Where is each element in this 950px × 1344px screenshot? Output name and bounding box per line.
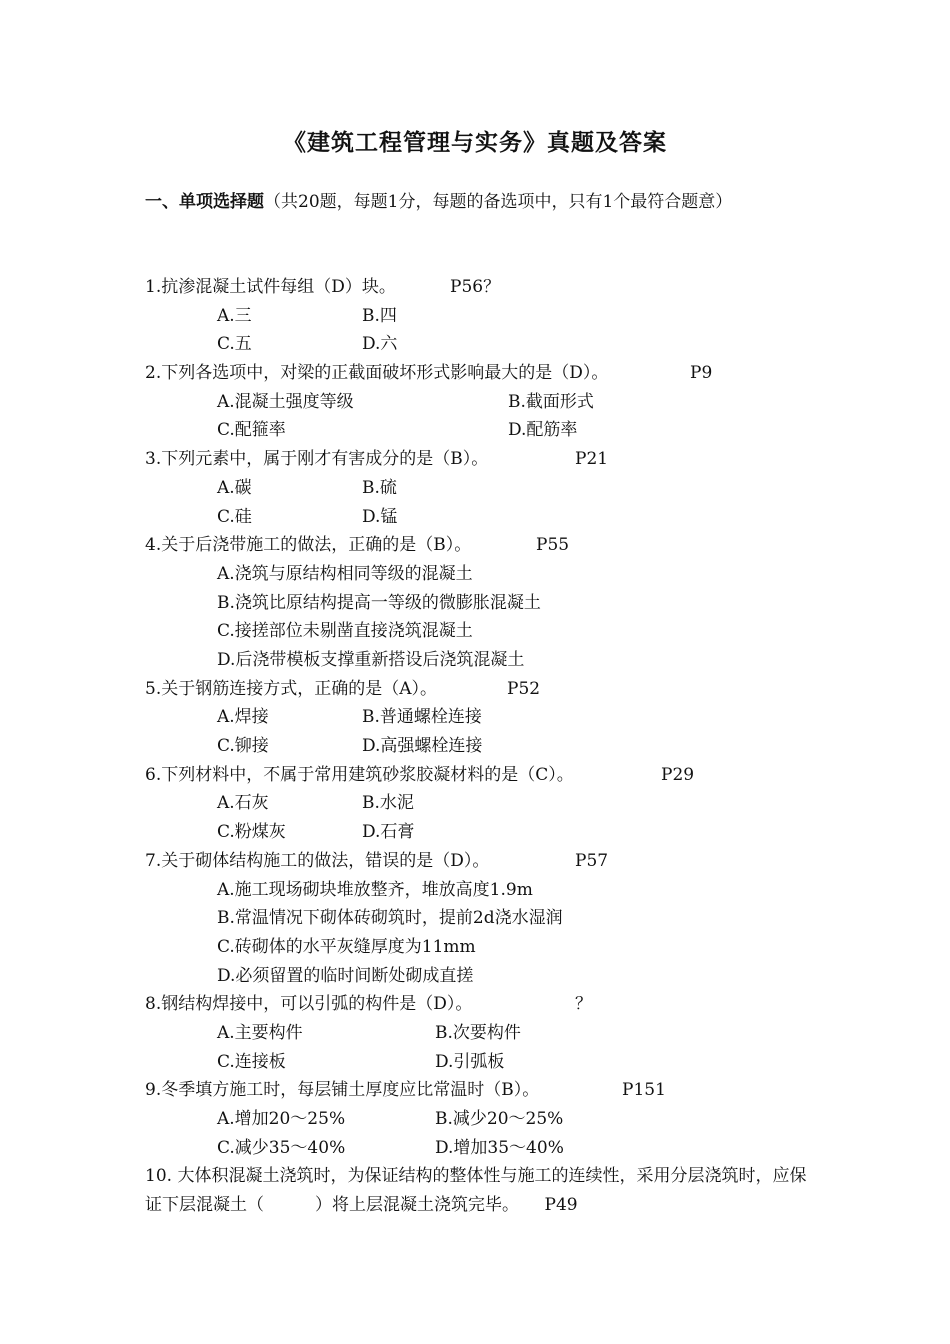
option-row [145, 416, 810, 445]
option-c: C.接搓部位未剔凿直接浇筑混凝土 [217, 621, 473, 642]
option-b: B.水泥 [362, 793, 414, 814]
option-row [145, 732, 810, 761]
question-stem: 7.关于砌体结构施工的做法，错误的是（D）。 [145, 850, 490, 871]
page-ref: P151 [622, 1080, 666, 1101]
option-a: A.焊接 [217, 707, 269, 728]
option-row [145, 330, 810, 359]
option-row [145, 818, 810, 847]
question-2 [145, 359, 810, 388]
option-b: B.四 [362, 305, 397, 326]
option-row [145, 503, 810, 532]
page-ref: P52 [507, 678, 541, 699]
option-row [145, 962, 810, 991]
option-row [145, 617, 810, 646]
option-d: D.石膏 [362, 822, 415, 843]
page-ref: P57 [575, 850, 609, 871]
option-row [145, 560, 810, 589]
option-a: A.三 [217, 305, 252, 326]
section-heading-label: 一、单项选择题 [145, 192, 264, 212]
question-6 [145, 761, 810, 790]
question-stem: 2.下列各选项中，对梁的正截面破坏形式影响最大的是（D）。 [145, 363, 609, 384]
option-b: B.常温情况下砌体砖砌筑时，提前2d浇水湿润 [217, 908, 563, 929]
question-stem: 3.下列元素中，属于刚才有害成分的是（B）。 [145, 449, 489, 470]
question-4 [145, 531, 810, 560]
question-stem: 8.钢结构焊接中，可以引弧的构件是（D）。 [145, 994, 473, 1015]
section-note: （共20题，每题1分，每题的备选项中，只有1个最符合题意） [264, 192, 733, 212]
document-title: 《建筑工程管理与实务》真题及答案 [283, 129, 667, 156]
option-row [145, 388, 810, 417]
option-row [145, 474, 810, 503]
option-d: D.后浇带模板支撑重新搭设后浇筑混凝土 [217, 650, 525, 670]
option-a: A.石灰 [217, 793, 269, 814]
option-row [145, 646, 810, 675]
option-c: C.硅 [217, 506, 252, 527]
option-a: A.施工现场砌块堆放整齐，堆放高度1.9m [217, 879, 533, 900]
option-row [145, 1134, 810, 1163]
section-heading [145, 188, 805, 217]
page-ref: P56？ [450, 277, 501, 297]
question-1 [145, 273, 810, 302]
option-row [145, 789, 810, 818]
option-d: D.增加35～40% [435, 1137, 564, 1158]
question-list [145, 273, 810, 1220]
option-row [145, 302, 810, 331]
question-stem: 10. 大体积混凝土浇筑时，为保证结构的整体性与施工的连续性，采用分层浇筑时，应保证下层混凝土（ ）将上层混凝土浇筑完毕。 [145, 1166, 807, 1216]
question-7 [145, 847, 810, 876]
option-b: B.浇筑比原结构提高一等级的微膨胀混凝土 [217, 592, 541, 613]
option-b: B.普通螺栓连接 [362, 707, 482, 728]
option-d: D.高强螺栓连接 [362, 736, 483, 757]
option-c: C.连接板 [217, 1051, 286, 1072]
option-b: B.减少20～25% [435, 1109, 564, 1130]
option-c: C.五 [217, 334, 252, 355]
question-10 [145, 1162, 810, 1219]
option-c: C.粉煤灰 [217, 822, 286, 843]
option-b: B.硫 [362, 477, 397, 498]
option-a: A.主要构件 [217, 1023, 303, 1043]
question-stem: 9.冬季填方施工时，每层铺土厚度应比常温时（B）。 [145, 1080, 540, 1101]
page-ref: ？ [575, 994, 592, 1015]
option-d: D.必须留置的临时间断处砌成直搓 [217, 965, 474, 986]
question-stem: 4.关于后浇带施工的做法，正确的是（B）。 [145, 535, 472, 556]
question-9 [145, 1076, 810, 1105]
option-row [145, 1019, 810, 1048]
option-a: A.浇筑与原结构相同等级的混凝土 [217, 563, 473, 584]
page-ref: P29 [661, 764, 695, 785]
option-b: B.次要构件 [435, 1023, 521, 1043]
option-row [145, 1105, 810, 1134]
option-row [145, 1048, 810, 1077]
question-stem: 5.关于钢筋连接方式，正确的是（A）。 [145, 678, 437, 699]
option-d: D.引弧板 [435, 1051, 505, 1072]
option-d: D.六 [362, 334, 398, 355]
option-d: D.锰 [362, 506, 398, 527]
option-c: C.砖砌体的水平灰缝厚度为11mm [217, 936, 476, 957]
question-3 [145, 445, 810, 474]
option-row [145, 703, 810, 732]
option-c: C.减少35～40% [217, 1137, 346, 1158]
option-row [145, 933, 810, 962]
option-row [145, 876, 810, 905]
option-d: D.配筋率 [508, 420, 578, 441]
option-b: B.截面形式 [508, 391, 594, 412]
question-stem: 6.下列材料中，不属于常用建筑砂浆胶凝材料的是（C）。 [145, 764, 574, 785]
page-ref: P21 [575, 449, 609, 470]
question-8 [145, 990, 810, 1019]
page-ref: P49 [544, 1195, 578, 1216]
option-a: A.碳 [217, 477, 252, 498]
page-ref: P9 [690, 363, 713, 384]
question-5 [145, 675, 810, 704]
option-a: A.混凝土强度等级 [217, 391, 354, 412]
question-stem: 1.抗渗混凝土试件每组（D）块。 [145, 277, 396, 297]
option-row [145, 589, 810, 618]
option-c: C.配箍率 [217, 420, 286, 441]
option-row [145, 904, 810, 933]
page-ref: P55 [536, 535, 570, 556]
option-a: A.增加20～25% [217, 1109, 346, 1130]
option-c: C.铆接 [217, 736, 269, 757]
